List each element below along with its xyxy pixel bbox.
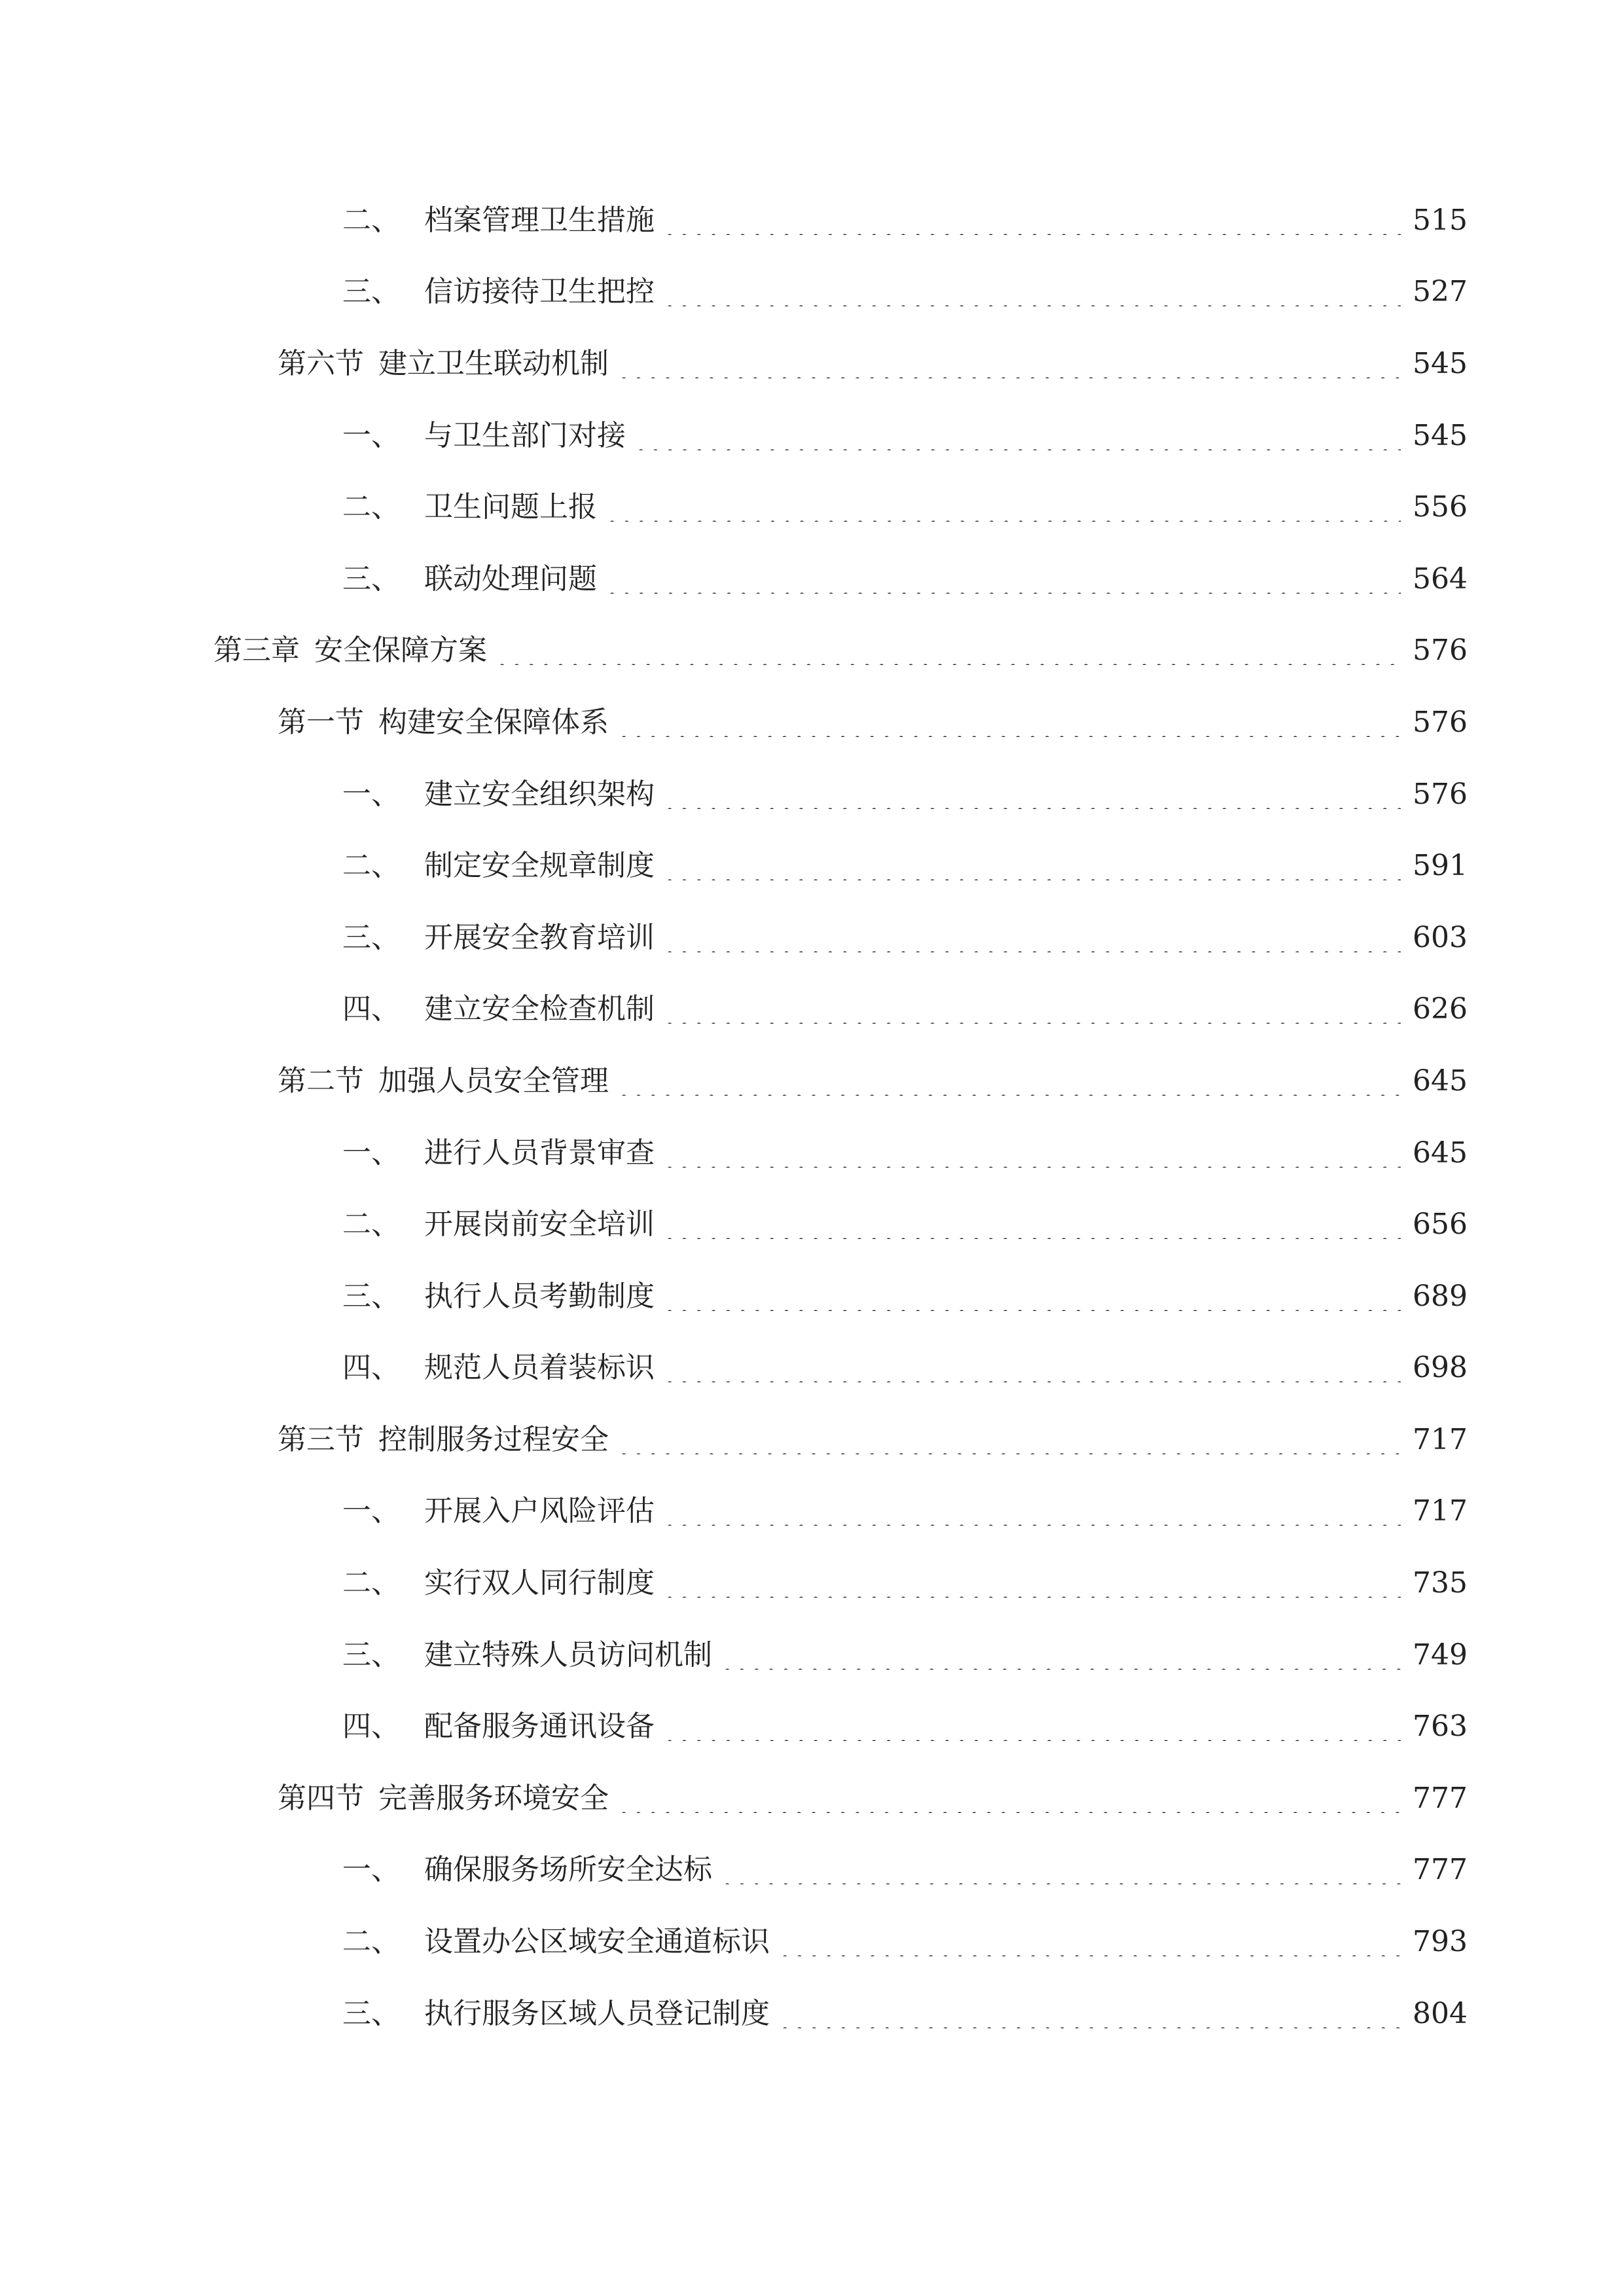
toc-entry-line [278, 1763, 1468, 1835]
toc-entry [0, 1189, 1624, 1261]
toc-entry-number: 二、 [342, 1566, 400, 1600]
toc-entry-page-number: 749 [1413, 1638, 1468, 1672]
toc-entry [0, 1619, 1624, 1691]
toc-entry-page-number: 527 [1413, 275, 1468, 309]
toc-entry-number: 一、 [342, 777, 400, 811]
toc-entry-page-number: 545 [1413, 418, 1468, 452]
toc-entry-number: 三、 [342, 562, 400, 596]
dot-leader [662, 206, 1401, 235]
toc-entry-title: 执行人员考勤制度 [424, 1279, 655, 1313]
toc-entry-page-number: 735 [1413, 1566, 1468, 1600]
toc-entry [0, 1978, 1624, 2050]
dot-leader [662, 1712, 1401, 1741]
toc-entry [0, 257, 1624, 329]
toc-entry-title: 档案管理卫生措施 [424, 203, 655, 237]
toc-entry-title: 制定安全规章制度 [424, 849, 655, 883]
toc-entry-title: 建立安全组织架构 [424, 777, 655, 811]
toc-entry-line [342, 1189, 1468, 1261]
toc-entry-line [342, 759, 1468, 831]
dot-leader [662, 995, 1401, 1024]
toc-entry [0, 1763, 1624, 1835]
toc-entry-number: 二、 [342, 1925, 400, 1959]
toc-entry-number: 第三节 [278, 1422, 364, 1456]
toc-entry [0, 1404, 1624, 1476]
toc-entry-title: 完善服务环境安全 [378, 1781, 609, 1815]
toc-entry-line [342, 471, 1468, 543]
toc-entry-number: 一、 [342, 418, 400, 452]
dot-leader [605, 565, 1401, 594]
dot-leader [720, 1641, 1401, 1670]
toc-entry-title: 确保服务场所安全达标 [424, 1853, 712, 1887]
toc-entry-line [342, 257, 1468, 329]
toc-entry-title: 开展入户风险评估 [424, 1494, 655, 1528]
toc-entry-number: 四、 [342, 992, 400, 1026]
toc-entry-page-number: 717 [1413, 1494, 1468, 1528]
toc-entry-line [342, 1906, 1468, 1978]
toc-entry-title: 执行服务区域人员登记制度 [424, 1996, 770, 2030]
toc-entry-line [342, 1261, 1468, 1333]
toc-entry [0, 687, 1624, 759]
toc-entry-line [278, 1404, 1468, 1476]
dot-leader [662, 1210, 1401, 1239]
dot-leader [662, 924, 1401, 952]
toc-entry-line [342, 830, 1468, 902]
toc-entry-number: 第六节 [278, 346, 364, 380]
toc-entry [0, 1476, 1624, 1548]
toc-entry-page-number: 545 [1413, 346, 1468, 380]
toc-entry [0, 185, 1624, 257]
toc-entry [0, 1691, 1624, 1763]
toc-entry-number: 四、 [342, 1351, 400, 1385]
toc-entry-title: 规范人员着装标识 [424, 1351, 655, 1385]
toc-entry-title: 信访接待卫生把控 [424, 275, 655, 309]
toc-entry-title: 联动处理问题 [424, 562, 597, 596]
toc-entry-line [278, 328, 1468, 400]
toc-entry-number: 一、 [342, 1136, 400, 1170]
dot-leader [634, 422, 1401, 450]
toc-entry-title: 建立安全检查机制 [424, 992, 655, 1026]
toc-entry [0, 1835, 1624, 1907]
toc-entry-page-number: 777 [1413, 1781, 1468, 1815]
toc-entry-page-number: 717 [1413, 1422, 1468, 1456]
toc-entry-page-number: 576 [1413, 634, 1468, 668]
toc-entry-page-number: 603 [1413, 920, 1468, 954]
dot-leader [605, 493, 1401, 522]
dot-leader [617, 708, 1401, 737]
dot-leader [662, 1569, 1401, 1598]
toc-entry-number: 二、 [342, 490, 400, 524]
toc-entry-title: 安全保障方案 [314, 634, 487, 668]
toc-entry [0, 1906, 1624, 1978]
dot-leader [662, 1282, 1401, 1311]
toc-entry-page-number: 515 [1413, 203, 1468, 237]
toc-entry-number: 二、 [342, 849, 400, 883]
toc-entry-title: 开展岗前安全培训 [424, 1208, 655, 1242]
toc-entry-page-number: 689 [1413, 1279, 1468, 1313]
toc-entry [0, 1045, 1624, 1117]
toc-entry-page-number: 804 [1413, 1996, 1468, 2030]
toc-entry-title: 与卫生部门对接 [424, 418, 626, 452]
toc-entry-number: 一、 [342, 1494, 400, 1528]
toc-entry [0, 328, 1624, 400]
dot-leader [495, 636, 1401, 665]
toc-entry [0, 902, 1624, 974]
toc-entry [0, 543, 1624, 615]
toc-entry-page-number: 645 [1413, 1064, 1468, 1098]
toc-entry-line [342, 1333, 1468, 1405]
dot-leader [662, 278, 1401, 306]
toc-entry-page-number: 564 [1413, 562, 1468, 596]
toc-entry-number: 第二节 [278, 1064, 364, 1098]
toc-entry-page-number: 645 [1413, 1136, 1468, 1170]
dot-leader [617, 1067, 1401, 1096]
toc-entry-number: 第四节 [278, 1781, 364, 1815]
toc-entry-title: 设置办公区域安全通道标识 [424, 1925, 770, 1959]
toc-entry-line [342, 185, 1468, 257]
toc-entry-line [278, 687, 1468, 759]
dot-leader [778, 1928, 1401, 1956]
dot-leader [662, 780, 1401, 809]
toc-entry-title: 配备服务通讯设备 [424, 1710, 655, 1744]
toc-entry-page-number: 556 [1413, 490, 1468, 524]
toc-entry-line [213, 615, 1468, 687]
toc-entry-line [342, 1117, 1468, 1189]
toc-entry [0, 471, 1624, 543]
toc-entry-number: 三、 [342, 1279, 400, 1313]
toc-entry [0, 1547, 1624, 1619]
toc-entry-page-number: 576 [1413, 777, 1468, 811]
toc-entry-number: 三、 [342, 1996, 400, 2030]
toc-entry-number: 第三章 [213, 634, 300, 668]
toc-entry-title: 构建安全保障体系 [378, 705, 609, 739]
toc-entry-number: 二、 [342, 1208, 400, 1242]
toc-entry-page-number: 656 [1413, 1208, 1468, 1242]
toc-entry-title: 建立特殊人员访问机制 [424, 1638, 712, 1672]
toc-entry [0, 400, 1624, 472]
toc-entry [0, 759, 1624, 831]
toc-entry [0, 830, 1624, 902]
toc-entry-line [342, 902, 1468, 974]
toc-entry-number: 第一节 [278, 705, 364, 739]
dot-leader [617, 1784, 1401, 1813]
toc-entry-line [342, 974, 1468, 1046]
toc-entry-line [342, 543, 1468, 615]
toc-entry-number: 三、 [342, 275, 400, 309]
toc-entry [0, 615, 1624, 687]
toc-entry-number: 二、 [342, 203, 400, 237]
toc-entry-number: 三、 [342, 920, 400, 954]
toc-entry-line [342, 1691, 1468, 1763]
dot-leader [617, 1426, 1401, 1454]
toc-entry-number: 一、 [342, 1853, 400, 1887]
toc-entry-title: 控制服务过程安全 [378, 1422, 609, 1456]
dot-leader [662, 1139, 1401, 1168]
toc-entry-line [342, 1547, 1468, 1619]
toc-entry-title: 实行双人同行制度 [424, 1566, 655, 1600]
toc-entry [0, 974, 1624, 1046]
toc-entry [0, 1333, 1624, 1405]
toc-entry [0, 1117, 1624, 1189]
dot-leader [720, 1856, 1401, 1884]
toc-entry-title: 开展安全教育培训 [424, 920, 655, 954]
toc-entry-line [342, 400, 1468, 472]
toc-entry-page-number: 777 [1413, 1853, 1468, 1887]
toc-entry-title: 卫生问题上报 [424, 490, 597, 524]
toc-entry-title: 加强人员安全管理 [378, 1064, 609, 1098]
toc-entry-line [278, 1045, 1468, 1117]
toc-entry-line [342, 1619, 1468, 1691]
dot-leader [662, 1497, 1401, 1526]
toc-entry-line [342, 1835, 1468, 1907]
toc-entry-page-number: 591 [1413, 849, 1468, 883]
toc-entry-number: 三、 [342, 1638, 400, 1672]
table-of-contents [0, 185, 1624, 2049]
dot-leader [662, 1354, 1401, 1382]
toc-entry-title: 建立卫生联动机制 [378, 346, 609, 380]
toc-entry-page-number: 763 [1413, 1710, 1468, 1744]
toc-entry-number: 四、 [342, 1710, 400, 1744]
toc-entry-page-number: 793 [1413, 1925, 1468, 1959]
dot-leader [662, 852, 1401, 880]
toc-entry [0, 1261, 1624, 1333]
toc-entry-title: 进行人员背景审查 [424, 1136, 655, 1170]
toc-entry-page-number: 576 [1413, 705, 1468, 739]
toc-entry-line [342, 1476, 1468, 1548]
toc-entry-line [342, 1978, 1468, 2050]
toc-entry-page-number: 626 [1413, 992, 1468, 1026]
dot-leader [617, 350, 1401, 378]
dot-leader [778, 2000, 1401, 2028]
toc-entry-page-number: 698 [1413, 1351, 1468, 1385]
